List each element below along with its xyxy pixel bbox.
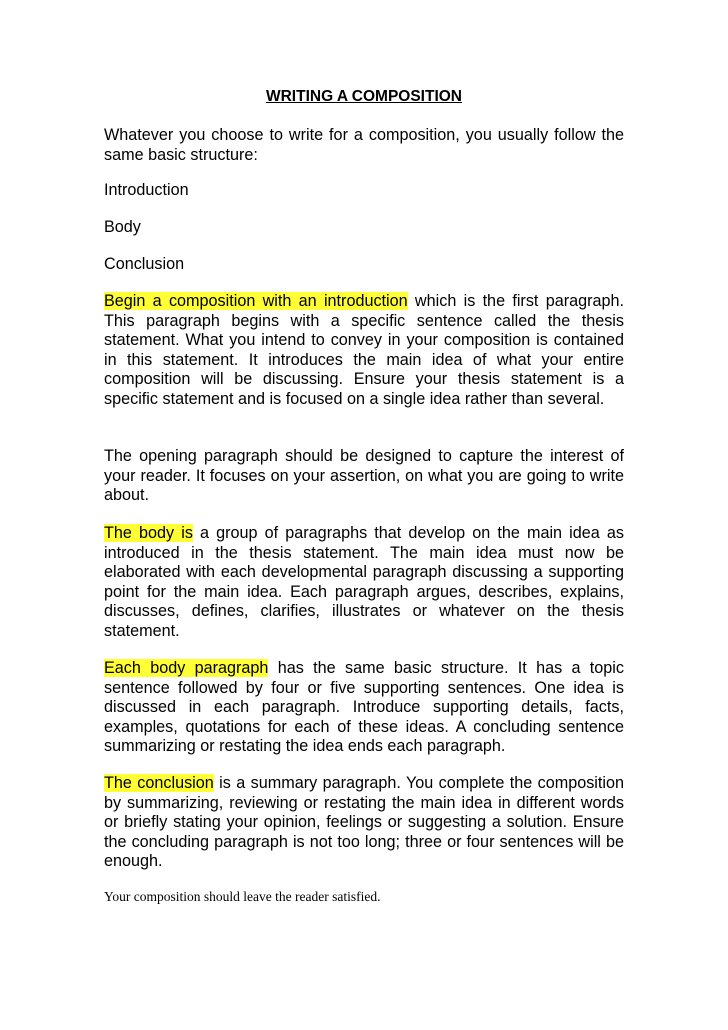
body-structure-paragraph (104, 659, 624, 757)
structure-item-introduction: Introduction (104, 181, 189, 199)
paragraph-text: is a summary paragraph. You complete the composition by summarizing, reviewing or restating the main idea in different words or briefly stating your opinion, feelings or suggesting a solution. Ensure the concluding paragraph is not too long; three or four sentences will be enough. (104, 774, 624, 870)
structure-item-conclusion: Conclusion (104, 255, 185, 273)
intro-paragraph: Whatever you choose to write for a composition, you usually follow the same basic structure: (104, 126, 624, 164)
introduction-paragraph (104, 292, 624, 409)
highlighted-phrase: The body is (104, 524, 193, 542)
paragraph-text: which is the first paragraph. This paragraph begins with a specific sentence called the thesis statement. What you intend to convey in your composition is contained in this statement. It introduces the main idea of what your entire composition will be discussing. Ensure your thesis statement is a specific statement and is focused on a single idea rather than several. (104, 292, 624, 408)
highlighted-phrase: Each body paragraph (104, 659, 269, 677)
body-paragraph (104, 524, 624, 641)
highlighted-phrase: Begin a composition with an introduction (104, 292, 408, 310)
closing-note: Your composition should leave the reader satisfied. (104, 889, 381, 904)
paragraph-text: a group of paragraphs that develop on the main idea as introduced in the thesis statement. The main idea must now be elaborated with each developmental paragraph discussing a supporting point for the main idea. Each paragraph argues, describes, explains, discusses, defines, clarifies, illustrates or whatever on the thesis statement. (104, 524, 624, 640)
highlighted-phrase: The conclusion (104, 774, 214, 792)
opening-paragraph: The opening paragraph should be designed to capture the interest of your reader. It focuses on your assertion, on what you are going to write about. (104, 447, 624, 504)
document-title: WRITING A COMPOSITION (265, 88, 463, 105)
structure-item-body: Body (104, 218, 141, 236)
paragraph-text: has the same basic structure. It has a topic sentence followed by four or five supporting sentences. One idea is discussed in each paragraph. Introduce supporting details, facts, examples, quotations for each of these ideas. A concluding sentence summarizing or restating the idea ends each paragraph. (104, 659, 624, 755)
conclusion-paragraph (104, 774, 624, 872)
